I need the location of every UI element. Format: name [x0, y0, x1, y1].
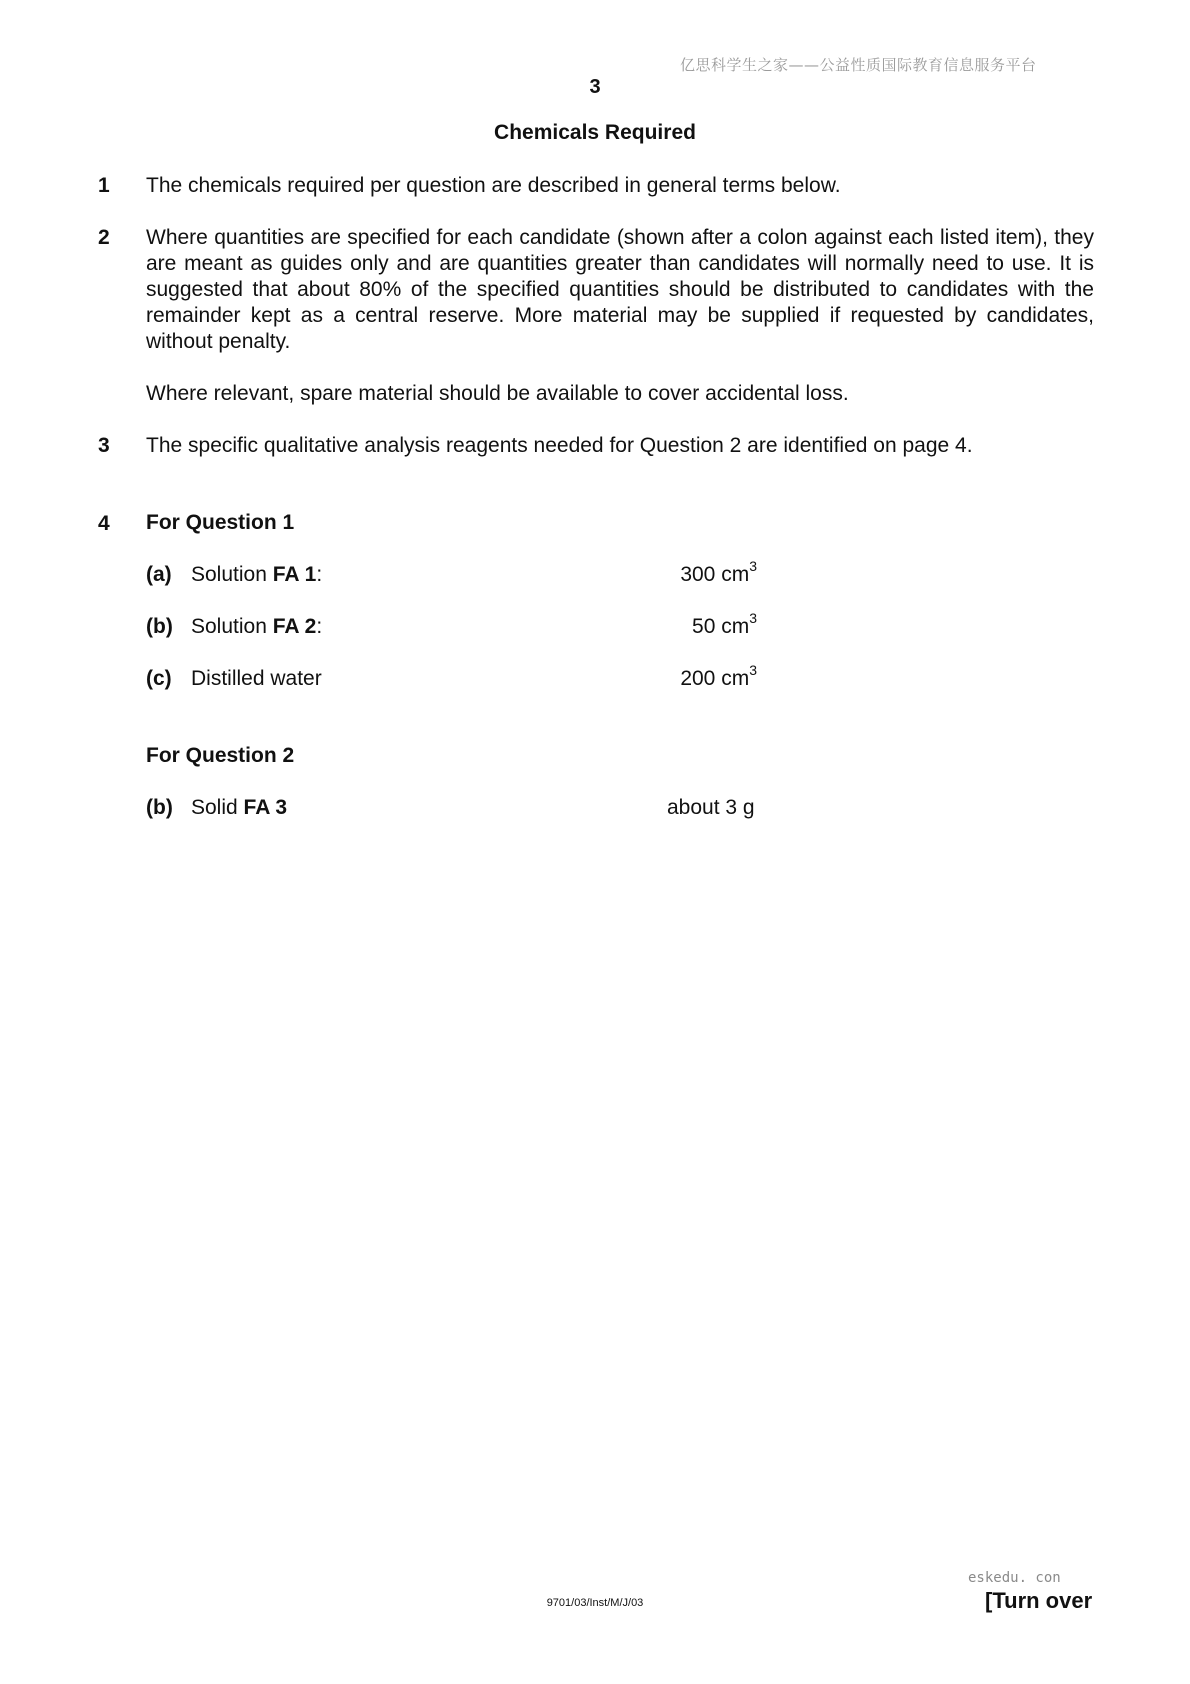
item-number: 2	[98, 226, 110, 249]
item-number: 1	[98, 174, 110, 197]
chemical-row	[146, 662, 846, 695]
chemical-row	[146, 558, 846, 591]
qty-sup: 3	[749, 610, 757, 626]
item-text: The chemicals required per question are described in general terms below.	[146, 174, 841, 197]
instruction-item-2-note	[98, 381, 1094, 407]
chemical-description	[191, 796, 287, 820]
chemical-description	[191, 563, 322, 587]
chemical-quantity	[667, 558, 757, 587]
desc-prefix: Solid	[191, 796, 244, 819]
question-1-heading: For Question 1	[146, 511, 295, 534]
qty-value: 300 cm	[680, 563, 750, 586]
chemical-row	[146, 610, 846, 643]
part-label: (a)	[146, 563, 172, 586]
turn-over-label: [Turn over	[985, 1588, 1093, 1613]
chemical-row	[146, 796, 846, 824]
item-text: Where quantities are specified for each candidate (shown after a colon against each listed item), they are meant as guides only and are quantities greater than candidates will normally need to use. It is suggested that about 80% of the specified quantities should be distributed to candidates with the remainder kept as a central reserve. More material may be supplied if requested by candidates, without penalty.	[146, 226, 1094, 353]
desc-prefix: Solution	[191, 563, 273, 586]
qty-sup: 3	[749, 558, 757, 574]
chemical-description	[191, 615, 322, 639]
chemical-description	[191, 667, 322, 691]
question-2-heading: For Question 2	[146, 744, 295, 767]
item-text: Where relevant, spare material should be available to cover accidental loss.	[146, 382, 849, 405]
desc-bold: FA 2	[272, 615, 317, 638]
page-number: 3	[589, 76, 601, 98]
chemical-quantity	[667, 610, 757, 639]
watermark-bottom: eskedu. con	[968, 1570, 1061, 1586]
qty-value: 200 cm	[680, 667, 750, 690]
instruction-item-3	[98, 433, 1094, 459]
qty-sup: 3	[749, 662, 757, 678]
part-label: (c)	[146, 667, 172, 690]
desc-bold: FA 1	[272, 563, 317, 586]
watermark-top: 亿思科学生之家——公益性质国际教育信息服务平台	[680, 56, 1037, 74]
footer-code: 9701/03/Inst/M/J/03	[546, 1597, 644, 1609]
part-label: (b)	[146, 796, 173, 819]
chemical-quantity: about 3 g	[667, 796, 755, 819]
desc-prefix: Distilled water	[191, 667, 322, 690]
item-number: 4	[98, 512, 110, 535]
desc-suffix: :	[316, 615, 323, 638]
item-text: The specific qualitative analysis reagents needed for Question 2 are identified on page 4.	[146, 434, 973, 457]
item-number: 3	[98, 434, 110, 457]
section-title: Chemicals Required	[494, 121, 696, 144]
qty-value: 50 cm	[692, 615, 750, 638]
chemical-quantity	[667, 662, 757, 691]
part-label: (b)	[146, 615, 173, 638]
desc-bold: FA 3	[243, 796, 288, 819]
instruction-item-1	[98, 173, 1094, 199]
instruction-item-2	[98, 225, 1094, 355]
desc-prefix: Solution	[191, 615, 273, 638]
desc-suffix: :	[316, 563, 323, 586]
